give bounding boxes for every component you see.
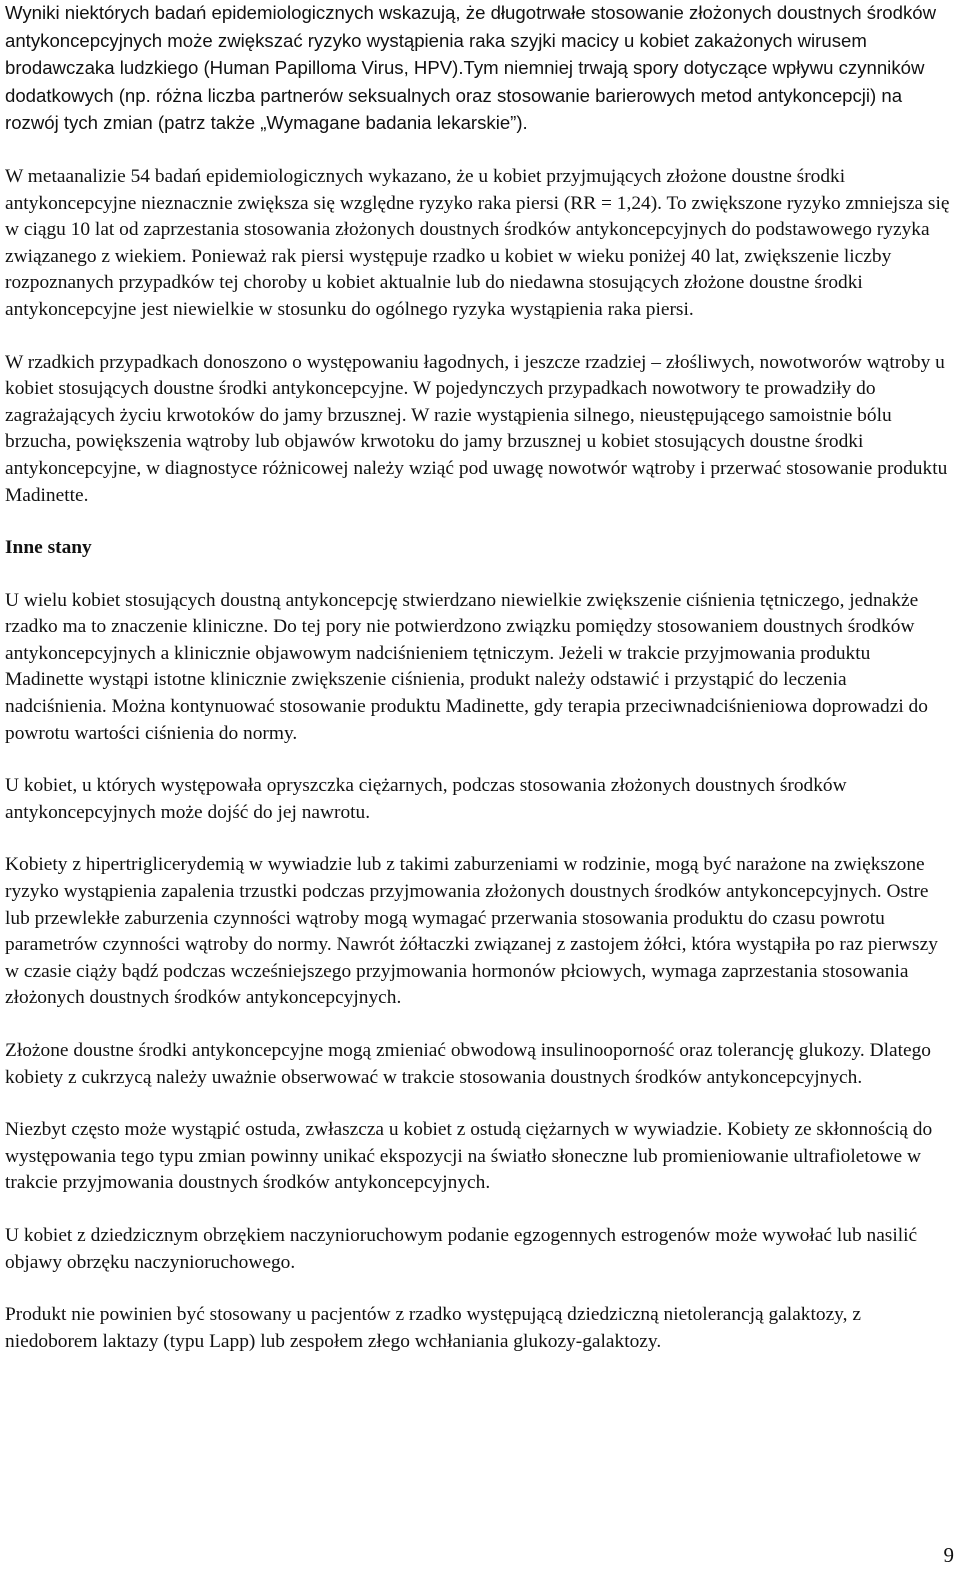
paragraph-gap <box>5 1197 953 1223</box>
section-heading-other-conditions: Inne stany <box>5 537 92 559</box>
paragraph-hpv-cervical-cancer <box>5 0 953 138</box>
paragraph-gap <box>5 562 953 588</box>
paragraph-angioedema: U kobiet z dziedzicznym obrzękiem naczynioruchowym podanie egzogennych estrogenów może wywołać lub nasilić objawy obrzęku naczynioruchowego. <box>5 1224 918 1273</box>
paragraph-gap <box>5 747 953 773</box>
paragraph-hpv-text: Wyniki niektórych badań epidemiologicznych wskazują, że długotrwałe stosowanie złożonych doustnych środków antykoncepcyjnych może zwiększać ryzyko wystąpienia raka szyjki macicy u kobiet zakażonych wirusem brodawczaka ludzkiego (Human Papilloma Virus, HPV).Tym niemniej trwają spory dotyczące wpływu czynników dodatkowych (np. różna liczba partnerów seksualnych oraz stosowanie barierowych metod antykoncepcji) na rozwój tych zmian (patrz także „Wymagane badania lekarskie”). <box>5 2 937 134</box>
paragraph-galactose-intolerance: Produkt nie powinien być stosowany u pacjentów z rzadko występującą dziedziczną nietolerancją galaktozy, z niedoborem laktazy (typu Lapp) lub zespołem złego wchłaniania glukozy-galaktozy. <box>5 1304 861 1352</box>
paragraph-breast-cancer: W metaanalizie 54 badań epidemiologicznych wykazano, że u kobiet przyjmujących złożone doustne środki antykoncepcyjne nieznacznie zwiększa się względne ryzyko raka piersi (RR = 1,24). To zwiększone ryzyko zmniejsza się w ciągu 10 lat od zaprzestania stosowania złożonych doustnych środków antykoncepcyjnych do podstawowego ryzyka związanego z wiekiem. Ponieważ rak piersi występuje rzadko u kobiet w wieku poniżej 40 lat, zwiększenie liczby rozpoznanych przypadków tej choroby u kobiet aktualnie lub do niedawna stosujących złożone doustne środki antykoncepcyjne jest niewielkie w stosunku do ogólnego ryzyka wystąpienia raka piersi. <box>5 165 950 320</box>
paragraph-glucose-tolerance: Złożone doustne środki antykoncepcyjne mogą zmieniać obwodową insulinooporność oraz tolerancję glukozy. Dlatego kobiety z cukrzycą należy uważnie obserwować w trakcie stosowania doustnych środków antykoncepcyjnych. <box>5 1040 931 1088</box>
paragraph-gap <box>5 1276 953 1302</box>
paragraph-gap <box>5 1091 953 1117</box>
paragraph-gap <box>5 138 953 164</box>
paragraph-blood-pressure: U wielu kobiet stosujących doustną antykoncepcję stwierdzano niewielkie zwiększenie ciśnienia tętniczego, jednakże rzadko ma to znaczenie kliniczne. Do tej pory nie potwierdzono związku pomiędzy stosowaniem doustnych środków antykoncepcyjnych a klinicznie objawowym nadciśnieniem tętniczym. Jeżeli w trakcie przyjmowania produktu Madinette wystąpi istotne klinicznie zwiększenie ciśnienia, produkt należy odstawić i przystąpić do leczenia nadciśnienia. Można kontynuować stosowanie produktu Madinette, gdy terapia przeciwnadciśnieniowa doprowadzi do powrotu wartości ciśnienia do normy. <box>5 589 928 744</box>
paragraph-chloasma: Niezbyt często może wystąpić ostuda, zwłaszcza u kobiet z ostudą ciężarnych w wywiadzie. Kobiety ze skłonnością do występowania tego typu zmian powinny unikać ekspozycji na światło słoneczne lub promieniowanie ultrafioletowe w trakcie przyjmowania doustnych środków antykoncepcyjnych. <box>5 1119 933 1194</box>
page-number: 9 <box>943 1543 954 1567</box>
paragraph-gap <box>5 826 953 852</box>
paragraph-hypertriglyceridemia: Kobiety z hipertriglicerydemią w wywiadzie lub z takimi zaburzeniami w rodzinie, mogą być narażone na zwiększone ryzyko wystąpienia zapalenia trzustki podczas przyjmowania złożonych doustnych środków antykoncepcyjnych. Ostre lub przewlekłe zaburzenia czynności wątroby mogą wymagać przerwania stosowania produktu do czasu powrotu parametrów czynności wątroby do normy. Nawrót żółtaczki związanej z zastojem żółci, która wystąpiła po raz pierwszy w czasie ciąży bądź podczas wcześniejszego przyjmowania hormonów płciowych, wymaga zaprzestania stosowania złożonych doustnych środków antykoncepcyjnych. <box>5 854 938 1009</box>
paragraph-herpes-gestationis: U kobiet, u których występowała opryszczka ciężarnych, podczas stosowania złożonych doustnych środków antykoncepcyjnych może dojść do jej nawrotu. <box>5 775 847 823</box>
document-page <box>5 0 953 1355</box>
paragraph-gap <box>5 324 953 350</box>
paragraph-gap <box>5 1012 953 1038</box>
paragraph-gap <box>5 509 953 535</box>
paragraph-liver-tumors: W rzadkich przypadkach donoszono o występowaniu łagodnych, i jeszcze rzadziej – złośliwych, nowotworów wątroby u kobiet stosujących doustne środki antykoncepcyjne. W pojedynczych przypadkach nowotwory te prowadziły do zagrażających życiu krwotoków do jamy brzusznej. W razie wystąpienia silnego, nieustępującego samoistnie bólu brzucha, powiększenia wątroby lub objawów krwotoku do jamy brzusznej u kobiet stosujących doustne środki antykoncepcyjne, w diagnostyce różnicowej należy wziąć pod uwagę nowotwór wątroby i przerwać stosowanie produktu Madinette. <box>5 351 948 506</box>
